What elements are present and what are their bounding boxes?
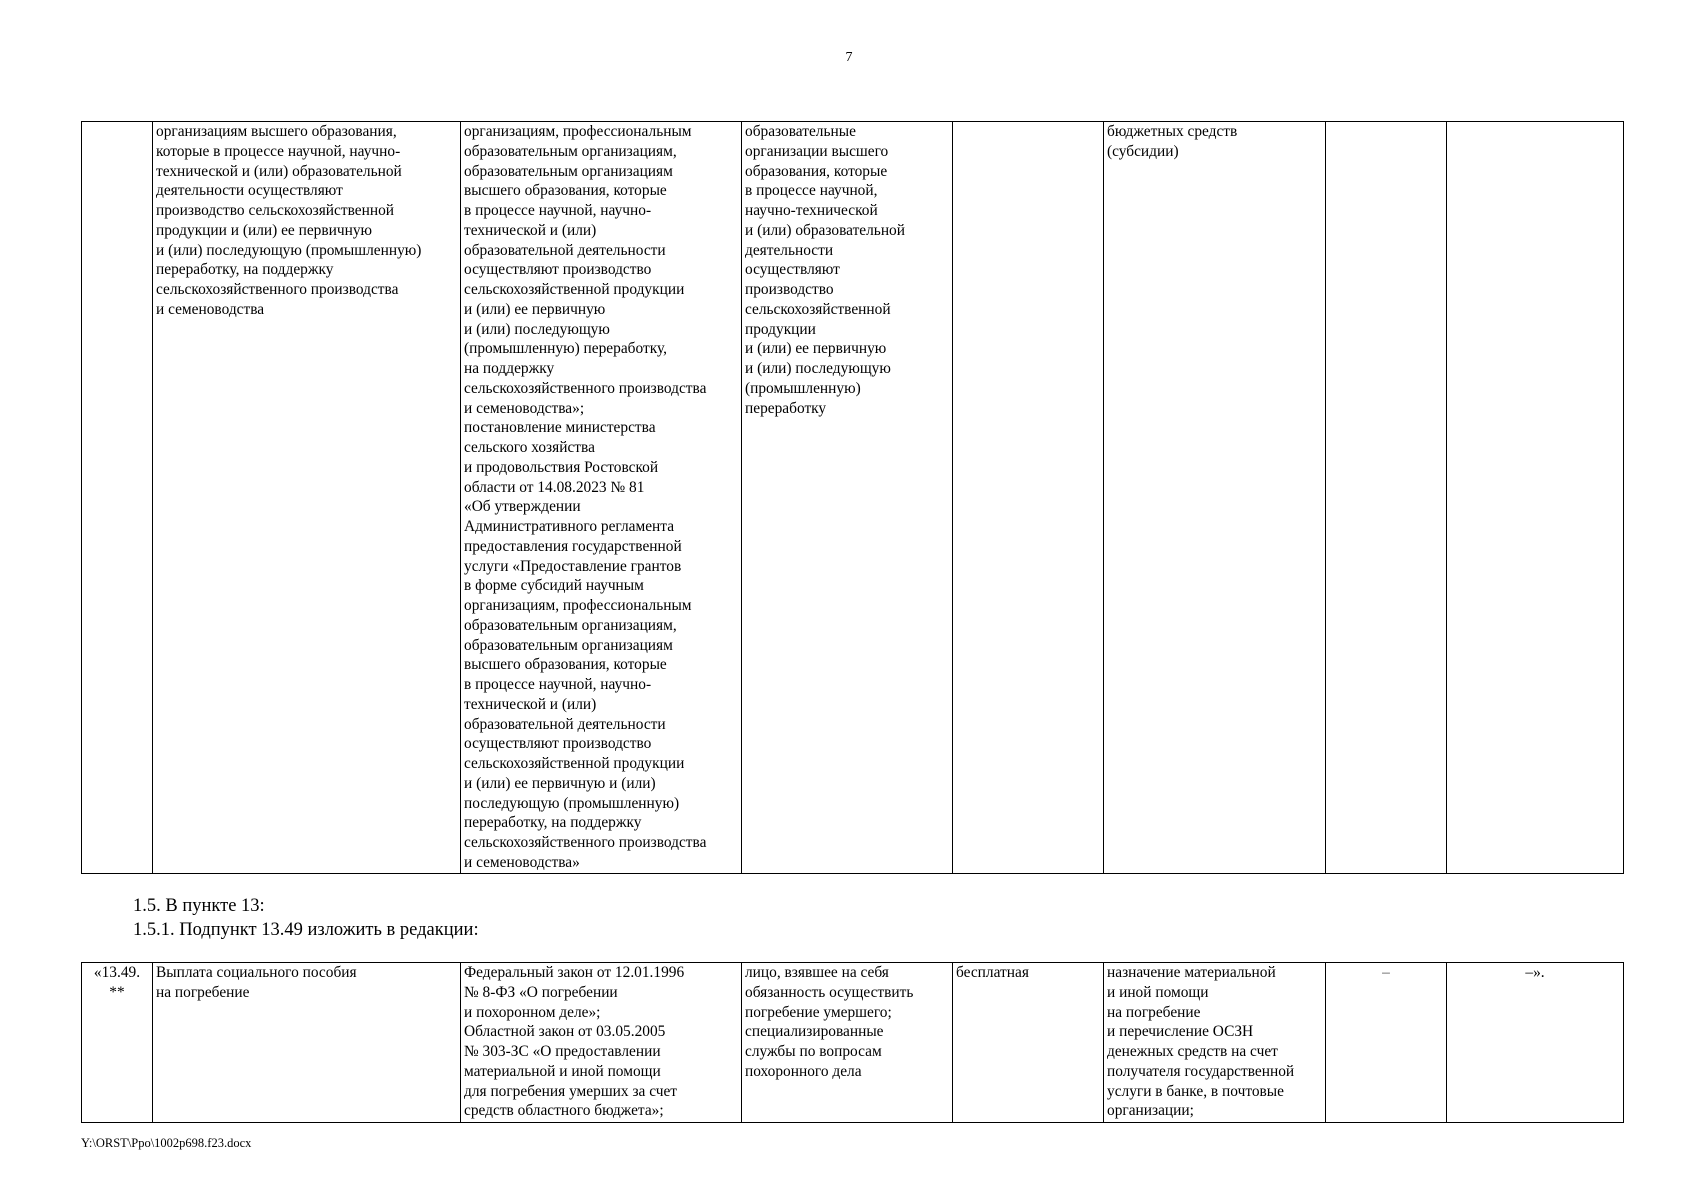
services-table-new-edition [81,962,1624,1123]
footer-file-path: Y:\ORST\Ppo\1002p698.f23.docx [81,1136,252,1150]
cell-cost [953,122,1104,874]
cell-result: бюджетных средств (субсидии) [1104,122,1326,874]
cell-col8: –». [1447,963,1624,1123]
cell-recipients: образовательные организации высшего образования, которые в процессе научной, научно-технической и (или) образовательной деятельности осуществляют производство сельскохозяйственной продукции и (или) ее первичную и (или) последующую (промышленную) переработку [742,122,953,874]
table-row [82,122,1624,874]
cell-col7 [1326,122,1447,874]
cell-col7: – [1326,963,1447,1123]
page-number: 7 [845,50,853,65]
paragraph-subpoint-13-49: 1.5.1. Подпункт 13.49 изложить в редакции: [133,920,479,940]
cell-result: назначение материальной и иной помощи на погребение и перечисление ОСЗН денежных средств на счет получателя государственной услуги в банке, в почтовые организации; [1104,963,1326,1123]
cell-service-name: Выплата социального пособия на погребение [153,963,461,1123]
cell-number: «13.49. ** [82,963,153,1123]
cell-cost: бесплатная [953,963,1104,1123]
cell-service-name: организациям высшего образования, которые в процессе научной, научно- технической и (или) образовательной деятельности осуществляют производство сельскохозяйственной продукции и (или) ее первичную и (или) последующую (промышленную) переработку, на поддержку сельскохозяйственного производства и семеноводства [153,122,461,874]
services-table-continuation [81,121,1624,874]
paragraph-point-13: 1.5. В пункте 13: [133,896,265,916]
cell-col8 [1447,122,1624,874]
cell-legal-basis: Федеральный закон от 12.01.1996 № 8-ФЗ «О погребении и похоронном деле»; Областной закон от 03.05.2005 № 303-ЗС «О предоставлении материальной и иной помощи для погребения умерших за счет средств областного бюджета»; [461,963,742,1123]
cell-number [82,122,153,874]
cell-legal-basis: организациям, профессиональным образовательным организациям, образовательным организациям высшего образования, которые в процессе научной, научно- технической и (или) образовательной деятельности осуществляют производство сельскохозяйственной продукции и (или) ее первичную и (или) последующую (промышленную) переработку, на поддержку сельскохозяйственного производства и семеноводства»; постановление министерства сельского хозяйства и продовольствия Ростовской области от 14.08.2023 № 81 «Об утверждении Административного регламента предоставления государственной услуги «Предоставление грантов в форме субсидий научным организациям, профессиональным образовательным организациям, образовательным организациям высшего образования, которые в процессе научной, научно- технической и (или) образовательной деятельности осуществляют производство сельскохозяйственной продукции и (или) ее первичную и (или) последующую (промышленную) переработку, на поддержку сельскохозяйственного производства и семеноводства» [461,122,742,874]
table-row [82,963,1624,1123]
cell-recipients: лицо, взявшее на себя обязанность осуществить погребение умершего; специализированные службы по вопросам похоронного дела [742,963,953,1123]
